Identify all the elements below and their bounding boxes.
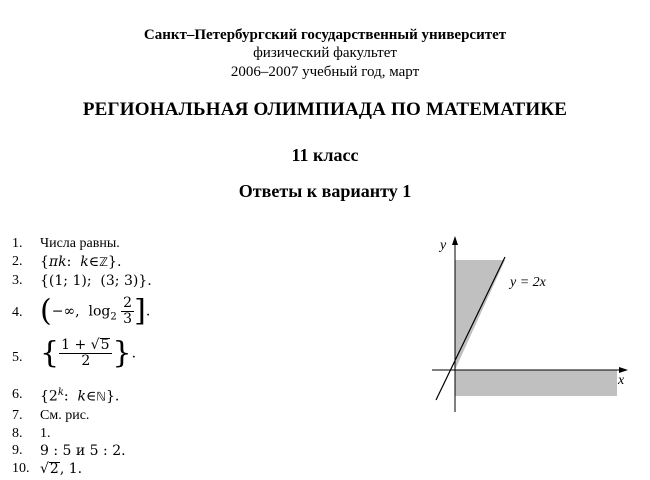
answer-number: 1. xyxy=(12,236,23,251)
answer-text: 9 : 5 и 5 : 2. xyxy=(40,443,126,459)
answer-number: 3. xyxy=(12,273,23,288)
answer-number: 2. xyxy=(12,254,23,269)
answer-number: 10. xyxy=(12,461,30,476)
answer-number: 8. xyxy=(12,426,23,441)
answer-number: 6. xyxy=(12,387,23,402)
academic-year: 2006–2007 учебный год, март xyxy=(230,64,420,80)
answer-number: 4. xyxy=(12,305,23,320)
shaded-region-upper xyxy=(455,260,505,370)
x-axis-label: x xyxy=(618,373,625,388)
answer-formula: {πk: k∈ℤ}. xyxy=(40,254,122,270)
olympiad-title: РЕГИОНАЛЬНАЯ ОЛИМПИАДА ПО МАТЕМАТИКЕ xyxy=(82,99,568,120)
answers-subtitle: Ответы к варианту 1 xyxy=(238,181,412,201)
answer-text: Числа равны. xyxy=(40,236,120,251)
answer-formula: {2$^k$: k∈ℕ}. xyxy=(40,387,120,405)
line-label: y = 2x xyxy=(510,275,546,290)
grade-label: 11 класс xyxy=(291,145,359,165)
university-name: Санкт–Петербургский государственный университет xyxy=(143,27,507,43)
y-axis-arrow xyxy=(452,236,458,245)
answer-number: 9. xyxy=(12,443,23,458)
answer-number: 5. xyxy=(12,350,23,365)
shaded-region-lower xyxy=(455,370,617,396)
answer-number: 7. xyxy=(12,408,23,423)
answer-formula: √2, 1. xyxy=(40,461,83,477)
answer-formula: { $\frac{1 + √5}{2}$ }. xyxy=(40,335,137,371)
answer-text: См. рис. xyxy=(40,408,90,423)
faculty-name: физический факультет xyxy=(253,45,397,61)
y-axis-label: y xyxy=(440,238,447,253)
answer-formula: {(1; 1); (3; 3)}. xyxy=(40,273,152,289)
answer-text: 1. xyxy=(40,426,51,441)
answer-formula: (−∞, $\log_2$ $\frac{2}{3}$ ]. xyxy=(40,293,151,329)
